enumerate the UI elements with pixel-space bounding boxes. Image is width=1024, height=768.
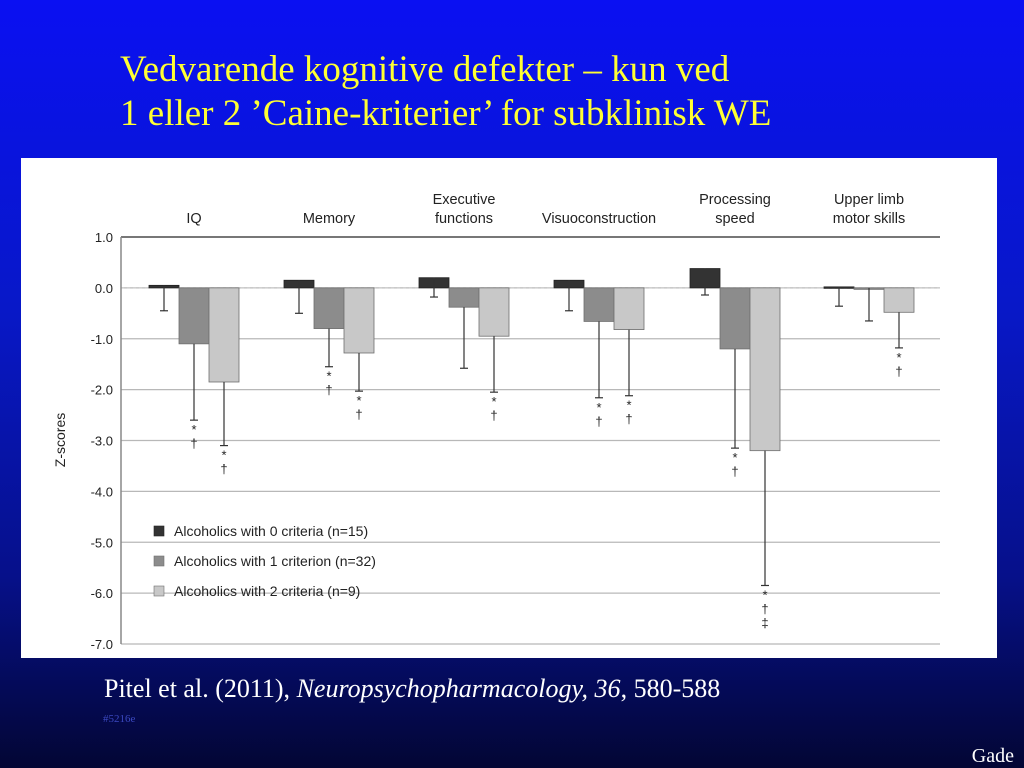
z-scores-bar-chart <box>21 158 997 658</box>
bar <box>884 288 914 312</box>
slide-title-line-2: 1 eller 2 ’Caine-kriterier’ for subklinisk WE <box>120 93 772 134</box>
citation-pages: , 580-588 <box>620 674 721 703</box>
category-label: Executive <box>432 192 496 208</box>
significance-mark: † <box>625 411 633 427</box>
category-label: IQ <box>186 211 202 227</box>
bar <box>584 288 614 322</box>
category-label: motor skills <box>832 211 906 227</box>
category-label: Processing <box>699 192 771 208</box>
bar <box>449 288 479 307</box>
bar <box>479 288 509 336</box>
slide-code: #5216e <box>103 713 136 725</box>
y-tick-label: -1.0 <box>90 331 113 347</box>
y-tick-label: -6.0 <box>90 586 113 602</box>
significance-mark: † <box>595 413 603 429</box>
significance-mark: † <box>895 363 903 379</box>
significance-mark: † <box>325 382 333 398</box>
legend-label: Alcoholics with 1 criterion (n=32) <box>174 553 376 569</box>
citation-journal: Neuropsychopharmacology, 36 <box>296 674 621 703</box>
legend-swatch <box>154 556 164 566</box>
bar <box>614 288 644 330</box>
bar <box>179 288 209 344</box>
category-label: Memory <box>302 211 356 227</box>
y-tick-label: 0.0 <box>94 280 113 296</box>
legend-label: Alcoholics with 0 criteria (n=15) <box>174 523 369 539</box>
legend-label: Alcoholics with 2 criteria (n=9) <box>174 583 361 599</box>
bar <box>314 288 344 329</box>
y-tick-label: -2.0 <box>90 382 113 398</box>
significance-mark: * <box>896 349 902 365</box>
category-label: Upper limb <box>833 192 905 208</box>
author-name: Gade <box>971 745 1014 767</box>
y-axis-label: Z-scores <box>52 412 68 468</box>
chart-panel <box>21 158 997 658</box>
significance-mark: * <box>221 447 227 463</box>
significance-mark: * <box>732 450 738 466</box>
significance-mark: † <box>731 464 739 480</box>
significance-mark: * <box>626 397 632 413</box>
category-label: functions <box>434 211 494 227</box>
y-tick-label: -7.0 <box>90 637 113 652</box>
significance-mark: ‡ <box>761 615 769 631</box>
slide-title <box>120 48 1000 136</box>
category-label: Visuoconstruction <box>541 211 657 227</box>
significance-mark: * <box>191 422 197 438</box>
legend-swatch <box>154 526 164 536</box>
significance-mark: * <box>491 394 497 410</box>
significance-mark: † <box>220 461 228 477</box>
bar <box>209 288 239 382</box>
significance-mark: * <box>596 399 602 415</box>
y-tick-label: -3.0 <box>90 433 113 449</box>
y-tick-label: 1.0 <box>94 230 113 245</box>
slide-title-line-1: Vedvarende kognitive defekter – kun ved <box>120 49 730 90</box>
citation-authors: Pitel et al. (2011), <box>104 674 297 703</box>
significance-mark: † <box>761 601 769 617</box>
significance-mark: * <box>326 368 332 384</box>
significance-mark: * <box>356 393 362 409</box>
bar <box>750 288 780 451</box>
bar <box>344 288 374 353</box>
significance-mark: † <box>190 436 198 452</box>
significance-mark: † <box>490 408 498 424</box>
significance-mark: * <box>762 587 768 603</box>
y-tick-label: -4.0 <box>90 484 113 500</box>
citation <box>104 674 720 704</box>
category-label: speed <box>715 211 755 227</box>
y-tick-label: -5.0 <box>90 535 113 551</box>
legend-swatch <box>154 586 164 596</box>
bar <box>720 288 750 349</box>
significance-mark: † <box>355 407 363 423</box>
